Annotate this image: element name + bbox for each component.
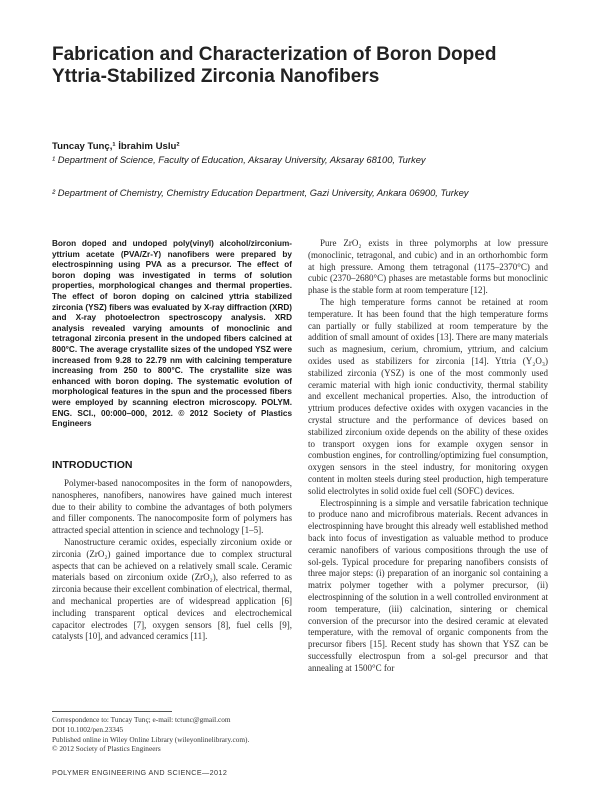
footnote-copyright: © 2012 Society of Plastics Engineers bbox=[52, 744, 161, 754]
author-list: Tuncay Tunç,¹ İbrahim Uslu² bbox=[52, 141, 180, 152]
journal-footer: POLYMER ENGINEERING AND SCIENCE—2012 bbox=[52, 768, 228, 777]
footnote-divider bbox=[52, 711, 172, 712]
abstract: Boron doped and undoped poly(vinyl) alcohol/zirconium-yttrium acetate (PVA/Zr-Y) nanofibers were prepared by electrospinning using PVA as a precursor. The effect of boron doping was investigated in terms of solution properties, morphological changes and thermal properties. The effect of boron doping on calcined yttria stabilized zirconia (YSZ) fibers was evaluated by X-ray diffraction (XRD) and X-ray photoelectron spectroscopy analysis. XRD analysis revealed varying amounts of monoclinic and tetragonal zirconia present in the undoped fibers calcined at 800°C. The average crystallite sizes of the undoped YSZ were increased from 9.28 to 22.79 nm with calcining temperature increasing from 250 to 800°C. The crystallite size was enhanced with boron doping. The systematic evolution of morphological features in the spun and the processed fibers were employed by scanning electron microscopy. POLYM. ENG. SCI., 00:000–000, 2012. © 2012 Society of Plastics Engineers bbox=[52, 239, 292, 429]
paper-title: Fabrication and Characterization of Boron Doped Yttria-Stabilized Zirconia Nanofibers bbox=[52, 44, 497, 87]
footnote-published-online: Published online in Wiley Online Library (wileyonlinelibrary.com). bbox=[52, 734, 250, 744]
affiliation-1: ¹ Department of Science, Faculty of Education, Aksaray University, Aksaray 68100, Turkey bbox=[52, 154, 426, 165]
body-paragraph: Polymer-based nanocomposites in the form of nanopowders, nanospheres, nanofibers, nanowires have gained much interest due to their ability to combine the advantages of both polymers and filler components. The nanocomposite form of polymers has attracted special attention in science and technology [1–5]. bbox=[52, 478, 292, 536]
section-heading-introduction: INTRODUCTION bbox=[52, 459, 133, 471]
left-column-body bbox=[52, 478, 292, 643]
body-paragraph: Nanostructure ceramic oxides, especially zirconium oxide or zirconia (ZrO₂) gained importance due to complex structural aspects that can be achieved on a relatively small scale. Ceramic materials based on zirconium oxide (ZrO₂), also referred to as zirconia because their excellent combination of electrical, thermal, and mechanical properties are of widespread application [6] including transparent optical devices and electrochemical capacitor electrodes [7], oxygen sensors [8], fuel cells [9], catalysts [10], and advanced ceramics [11]. bbox=[52, 536, 292, 642]
affiliation-2: ² Department of Chemistry, Chemistry Education Department, Gazi University, Ankara 06900, Turkey bbox=[52, 187, 469, 198]
right-column-body bbox=[308, 238, 548, 674]
footnote-doi: DOI 10.1002/pen.23345 bbox=[52, 724, 124, 734]
body-paragraph: Electrospinning is a simple and versatile fabrication technique to produce nano and microfibrous materials. Recent advances in electrospinning have brought this already well established method back into focus of investigation as valuable method to produce ceramic nanofibers of various compositions through the use of sol-gels. Typical procedure for preparing nanofibers consists of three major steps: (i) preparation of an inorganic sol containing a matrix polymer together with a polymer precursor, (ii) electrospinning of the solution in a well controlled environment at room temperature, (iii) calcination, sintering or chemical conversion of the precursor into the desired ceramic at elevated temperature, with the removal of organic components from the precursor fibers [15]. Recent study has shown that YSZ can be successfully electrospun from a sol-gel precursor and that annealing at 1500°C for bbox=[308, 497, 548, 673]
body-paragraph: Pure ZrO₂ exists in three polymorphs at low pressure (monoclinic, tetragonal, and cubic) and in an orthorhombic form at high pressure. Among them tetragonal (1175–2370°C) and cubic (2370–2680°C) phases are metastable forms but monoclinic phase is the stable form at room temperature [12]. bbox=[308, 238, 548, 296]
body-paragraph: The high temperature forms cannot be retained at room temperature. It has been found that the high temperature forms can partially or fully stabilized at room temperature by the addition of small amount of oxides [13]. There are many materials such as magnesium, cerium, chromium, yttrium, and calcium oxides used as stabilizers for zirconia [14]. Yttria (Y₂O₃) stabilized zirconia (YSZ) is one of the most commonly used ceramic material with high ionic conductivity, thermal stability and excellent mechanical properties. Also, the introduction of yttrium produces defective oxides with oxygen vacancies in the crystal structure and the performance of devices based on stabilized zirconium oxide depends on the ability of these oxides to transport oxygen ions for example oxygen sensor in combustion engines, for controlling/optimizing fuel consumption, oxygen sensors in the steel industry, for monitoring oxygen content in molten steels during steel production, high temperature solid electrolytes in solid oxide fuel cell (SOFC) devices. bbox=[308, 296, 548, 496]
footnotes bbox=[52, 715, 292, 754]
footnote-correspondence: Correspondence to: Tuncay Tunç; e-mail: tctunc@gmail.com bbox=[52, 715, 231, 724]
